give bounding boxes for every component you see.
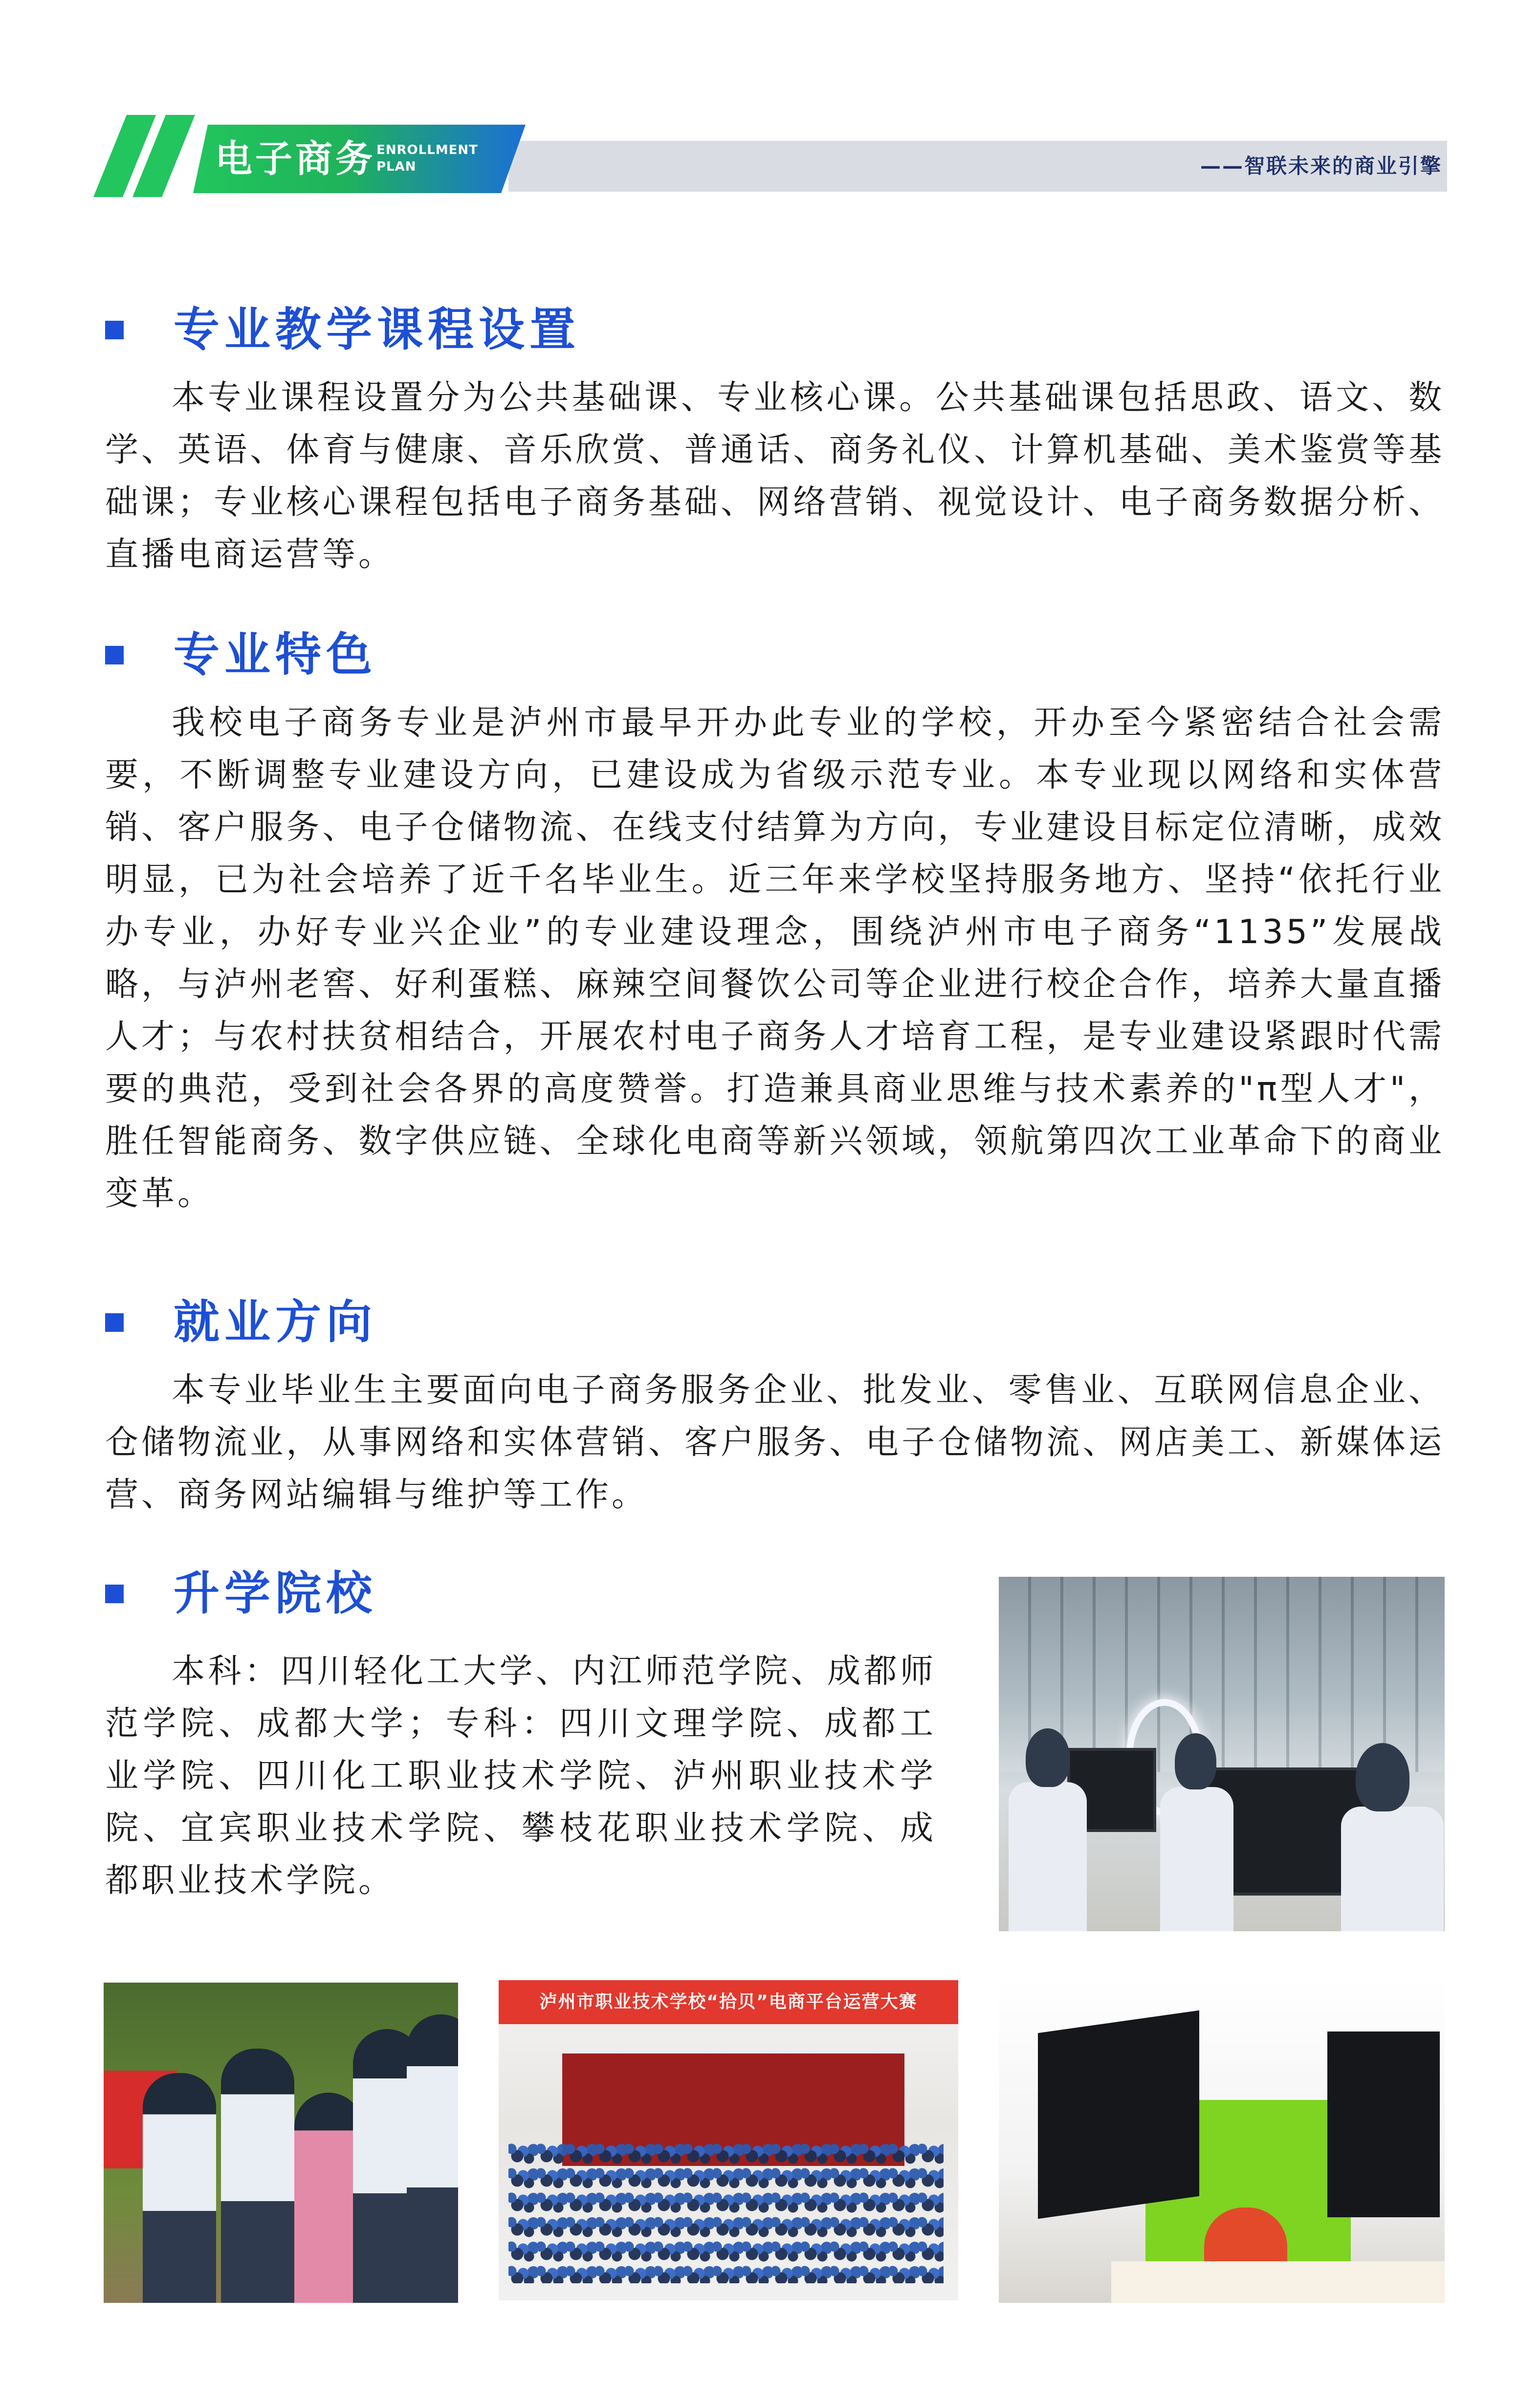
photo-livestream-classroom bbox=[999, 1577, 1445, 1931]
section-title-colleges bbox=[105, 1565, 377, 1623]
header-subtitle-en-line1: ENROLLMENT bbox=[376, 143, 478, 157]
square-bullet-icon bbox=[105, 1585, 124, 1603]
square-bullet-icon bbox=[105, 321, 124, 339]
softbox-light bbox=[1327, 2031, 1440, 2217]
header-title: 电子商务 bbox=[215, 137, 375, 180]
header-subtitle-en-line2: PLAN bbox=[376, 159, 417, 174]
competition-banner: 泸州市职业技术学校“拾贝”电商平台运营大赛 bbox=[499, 1980, 958, 2024]
header-slogan: ——智联未来的商业引擎 bbox=[1200, 154, 1442, 178]
square-bullet-icon bbox=[105, 1313, 124, 1332]
studio-table bbox=[1111, 2261, 1445, 2303]
section-heading: 专业特色 bbox=[174, 628, 377, 682]
section-title-employment bbox=[105, 1293, 377, 1352]
crowd bbox=[508, 2141, 944, 2283]
section-title-features bbox=[105, 626, 377, 684]
softbox-light bbox=[1038, 2010, 1199, 2219]
section-heading: 就业方向 bbox=[174, 1296, 377, 1349]
header-subtitle-en bbox=[376, 142, 478, 175]
photo-rural-livestream bbox=[104, 1983, 458, 2303]
square-bullet-icon bbox=[105, 646, 124, 664]
section-body-colleges: 本科：四川轻化工大学、内江师范学院、成都师范学院、成都大学；专科：四川文理学院、成都工业学院、四川化工职业技术学院、泸州职业技术学院、宜宾职业技术学院、攀枝花职业技术学院、成都职业技术学院。 bbox=[105, 1652, 936, 1900]
section-body-employment: 本专业毕业生主要面向电子商务服务企业、批发业、零售业、互联网信息企业、仓储物流业，从事网络和实体营销、客户服务、电子仓储物流、网店美工、新媒体运营、商务网站编辑与维护等工作。 bbox=[105, 1371, 1445, 1514]
photo-livestream-studio bbox=[999, 1978, 1445, 2303]
photo-competition-hall bbox=[499, 1980, 958, 2300]
section-title-curriculum bbox=[105, 301, 580, 359]
section-heading: 专业教学课程设置 bbox=[174, 303, 581, 356]
section-body-curriculum: 本专业课程设置分为公共基础课、专业核心课。公共基础课包括思政、语文、数学、英语、体育与健康、音乐欣赏、普通话、商务礼仪、计算机基础、美术鉴赏等基础课；专业核心课程包括电子商务基础、网络营销、视觉设计、电子商务数据分析、直播电商运营等。 bbox=[105, 378, 1445, 574]
section-body-features: 我校电子商务专业是泸州市最早开办此专业的学校，开办至今紧密结合社会需要，不断调整专业建设方向，已建设成为省级示范专业。本专业现以网络和实体营销、客户服务、电子仓储物流、在线支付结算为方向，专业建设目标定位清晰，成效明显，已为社会培养了近千名毕业生。近三年来学校坚持服务地方、坚持“依托行业办专业，办好专业兴企业”的专业建设理念，围绕泸州市电子商务“1135”发展战略，与泸州老窖、好利蛋糕、麻辣空间餐饮公司等企业进行校企合作，培养大量直播人才；与农村扶贫相结合，开展农村电子商务人才培育工程，是专业建设紧跟时代需要的典范，受到社会各界的高度赞誉。打造兼具商业思维与技术素养的"π型人才"，胜任智能商务、数字供应链、全球化电商等新兴领域，领航第四次工业革命下的商业变革。 bbox=[105, 704, 1445, 1213]
section-heading: 升学院校 bbox=[174, 1567, 377, 1620]
